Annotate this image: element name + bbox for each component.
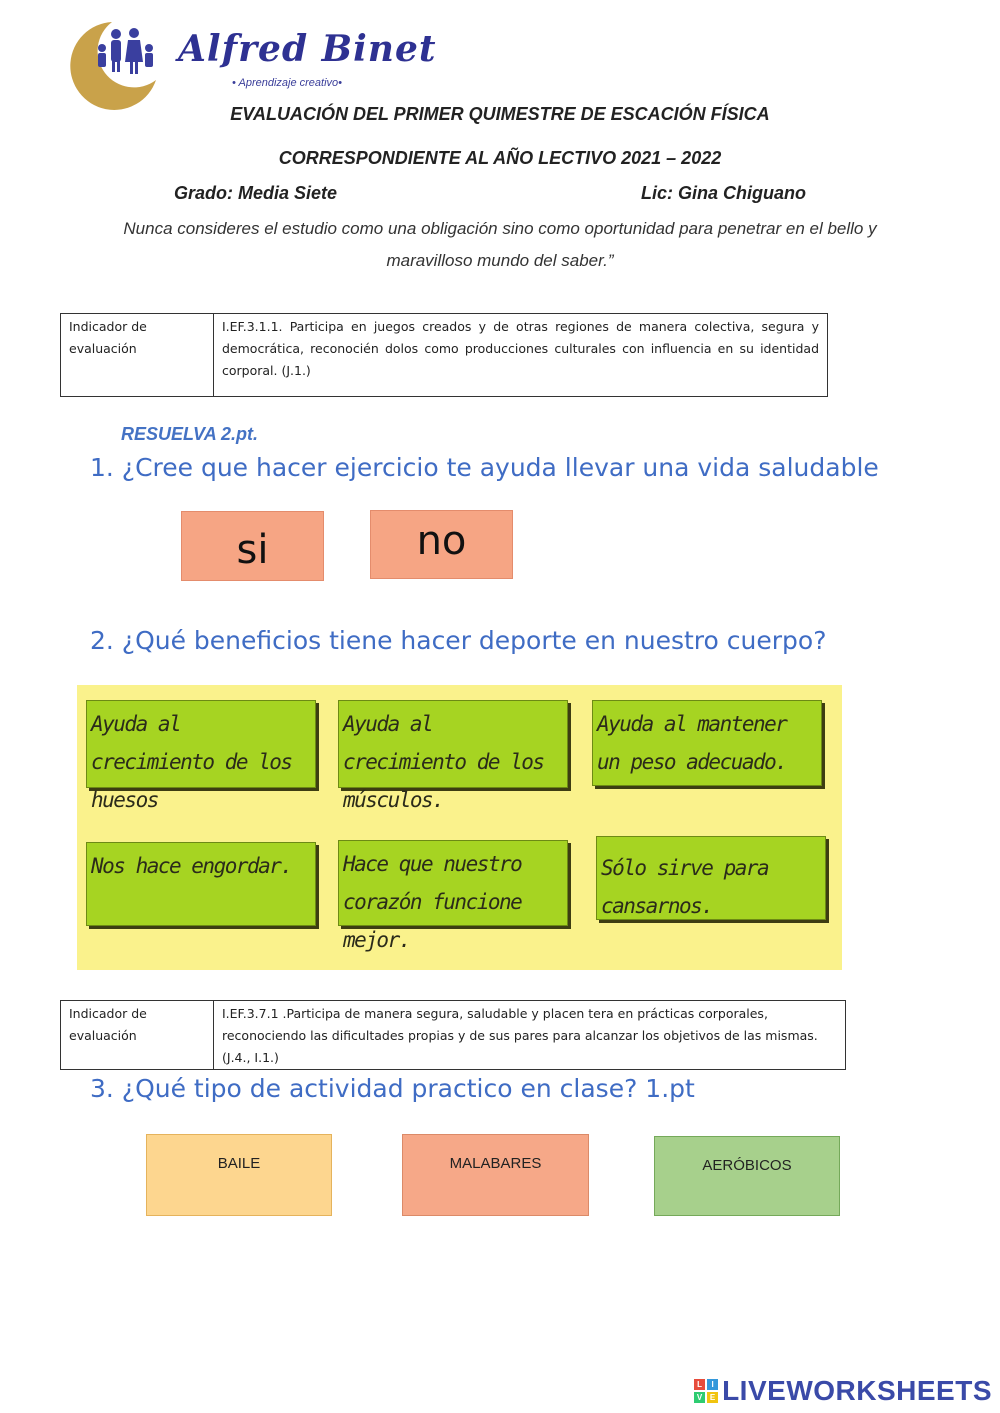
logo-tagline: • Aprendizaje creativo• [232,77,343,89]
benefit-option-3[interactable]: Ayuda al mantener un peso adecuado. [592,700,822,786]
liveworksheets-wordmark: LIVEWORKSHEETS [722,1375,992,1406]
question-1: 1. ¿Cree que hacer ejercicio te ayuda llevar una vida saludable [90,453,879,482]
activity-malabares-button[interactable]: MALABARES [402,1134,589,1216]
question-2: 2. ¿Qué beneficios tiene hacer deporte en nuestro cuerpo? [90,626,827,655]
benefit-option-5[interactable]: Hace que nuestro corazón funcione mejor. [338,840,568,926]
benefit-option-2[interactable]: Ayuda al crecimiento de los músculos. [338,700,568,788]
logo-wordmark: Alfred Binet [178,28,437,70]
question-3: 3. ¿Qué tipo de actividad practico en clase? 1.pt [90,1074,695,1103]
answer-no-button[interactable]: no [370,510,513,579]
quote-line-1: Nunca consideres el estudio como una obligación sino como oportunidad para penetrar en el bello y [123,219,877,238]
grade-label: Grado: Media Siete [174,183,338,203]
indicator-table-1 [60,313,828,397]
benefit-option-1[interactable]: Ayuda al crecimiento de los huesos [86,700,316,788]
indicator-label: Indicador de evaluación [61,1001,214,1069]
liveworksheets-logo-icon: L I V E [694,1379,718,1403]
quote-line-2: maravilloso mundo del saber.” [386,251,614,270]
benefit-option-6[interactable]: Sólo sirve para cansarnos. [596,836,826,920]
activity-aerobicos-button[interactable]: AERÓBICOS [654,1136,840,1216]
benefit-option-4[interactable]: Nos hace engordar. [86,842,316,926]
indicator-text: I.EF.3.1.1. Participa en juegos creados y de otras regiones de manera colectiva, segura y democrática, reconocién dolos como producciones culturales con influencia en su identidad corporal. (J.1.) [222,319,819,378]
exam-subtitle: CORRESPONDIENTE AL AÑO LECTIVO 2021 – 2022 [278,148,722,168]
indicator-label: Indicador de evaluación [61,314,214,396]
family-icon [98,28,153,74]
section-instruction: RESUELVA 2.pt. [121,424,259,444]
motivational-quote [70,213,930,277]
indicator-text: I.EF.3.7.1 .Participa de manera segura, saludable y placen tera en prácticas corporales, reconociendo las dificultades propias y de sus pares para alcanzar los objetivos de las mismas. (J.4., I.1.) [222,1006,818,1065]
exam-title: EVALUACIÓN DEL PRIMER QUIMESTRE DE ESCACIÓN FÍSICA [230,104,770,124]
indicator-table-2 [60,1000,846,1070]
teacher-label: Lic: Gina Chiguano [641,183,806,203]
answer-si-button[interactable]: si [181,511,324,581]
activity-baile-button[interactable]: BAILE [146,1134,332,1216]
liveworksheets-brand [694,1375,992,1407]
